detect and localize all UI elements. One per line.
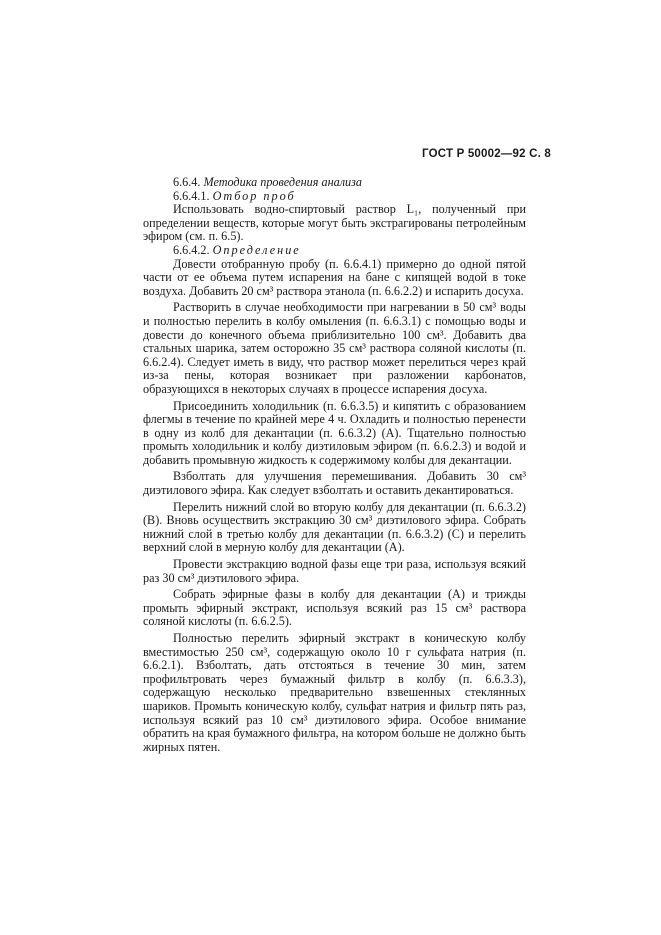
paragraph: Присоединить холодильник (п. 6.6.3.5) и кипятить с образованием флегмы в течение по крайней мере 4 ч. Охладить и полностью перенести в одну из колб для декантации (п. 6.6.3.2) (А). Тщательно полностью промыть холодильник и колбу диэтиловым эфиром (п. 6.6.2.3) и водой и добавить промывную жидкость к содержимому колбы для декантации. (143, 398, 526, 467)
section-heading-6-6-4 (143, 176, 526, 190)
paragraph: Собрать эфирные фазы в колбу для декантации (А) и трижды промыть эфирный экстракт, используя всякий раз 15 см³ раствора соляной кислоты (п. 6.6.2.5). (143, 587, 526, 629)
paragraph: Использовать водно-спиртовый раствор L₁, полученный при определении веществ, которые могут быть экстрагированы петролейным эфиром (см. п. 6.5). (143, 202, 526, 244)
paragraph: Взболтать для улучшения перемешивания. Добавить 30 см³ диэтилового эфира. Как следует взболтать и оставить декантироваться. (143, 469, 526, 498)
section-number: 6.6.4.1. (173, 188, 210, 203)
section-number: 6.6.4. (173, 175, 201, 189)
section-title: Отбор проб (212, 188, 296, 203)
section-heading-6-6-4-2 (143, 244, 526, 258)
paragraph: Перелить нижний слой во вторую колбу для декантации (п. 6.6.3.2) (В). Вновь осуществить экстракцию 30 см³ диэтилового эфира. Собрать нижний слой в третью колбу для декантации (п. 6.6.3.2) (С) и перелить верхний слой в мерную колбу для декантации (А). (143, 499, 526, 555)
paragraph: Растворить в случае необходимости при нагревании в 50 см³ воды и полностью перелить в колбу омыления (п. 6.6.3.1) с помощью воды и довести до конечного объема приблизительно 100 см³. Добавить два стальных шарика, затем осторожно 35 см³ раствора соляной кислоты (п. 6.6.2.4). Следует иметь в виду, что раствор может перелиться через край из-за пены, которая возникает при разложении карбонатов, образующихся в некоторых случаях в процессе испарения досуха. (143, 300, 526, 396)
section-heading-6-6-4-1 (143, 190, 526, 204)
paragraph: Полностью перелить эфирный экстракт в коническую колбу вместимостью 250 см³, содержащую около 10 г сульфата натрия (п. 6.6.2.1). Взболтать, дать отстояться в течение 30 мин, затем профильтровать через бумажный фильтр в колбу (п. 6.6.3.3), содержащую несколько предварительно взвешенных стеклянных шариков. Промыть коническую колбу, сульфат натрия и фильтр пять раз, используя всякий раз 10 см³ диэтилового эфира. Особое внимание обратить на края бумажного фильтра, на котором больше не должно быть жирных пятен. (143, 631, 526, 754)
section-number: 6.6.4.2. (173, 242, 210, 257)
page-header: ГОСТ Р 50002—92 С. 8 (422, 148, 551, 160)
paragraph: Довести отобранную пробу (п. 6.6.4.1) примерно до одной пятой части от ее объема путем испарения на бане с кипящей водой в токе воздуха. Добавить 20 см³ раствора этанола (п. 6.6.2.2) и испарить досуха. (143, 256, 526, 298)
section-title: Методика проведения анализа (203, 175, 362, 189)
paragraph: Провести экстракцию водной фазы еще три раза, используя всякий раз 30 см³ диэтилового эфира. (143, 557, 526, 585)
document-body (143, 176, 526, 754)
section-title: Определение (212, 242, 301, 257)
